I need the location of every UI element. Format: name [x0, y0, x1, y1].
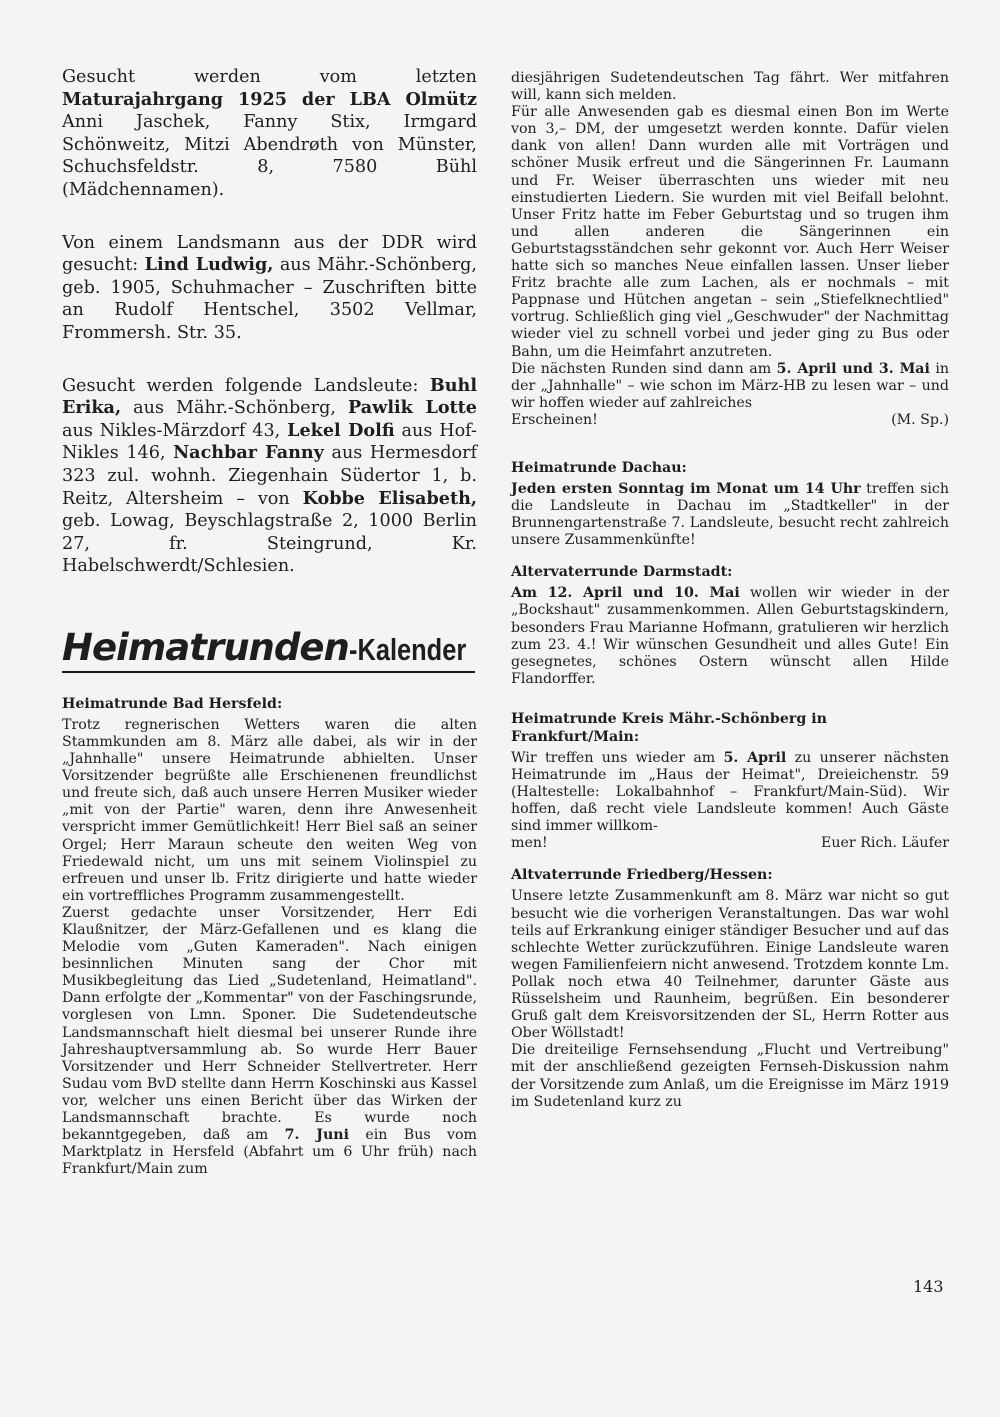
section-bad-hersfeld — [62, 695, 477, 1179]
notice-text: aus Mähr.-Schönberg, — [121, 398, 349, 419]
notice-lind-ludwig — [62, 232, 477, 345]
paragraph-bold: Jeden ersten Sonntag im Monat um 14 Uhr — [511, 480, 861, 497]
paragraph: Unsere letzte Zusammenkunft am 8. März war nicht so gut besucht wie die vorherigen Veranstaltungen. Das war wohl teils auf Erkrankung einiger ständiger Besucher und auf das schlechte Wetter zurückzuführen. Einige Landsleute waren wegen Familienfeiern nicht anwesend. Trotzdem konnte Lm. Pollak noch etwa 40 Teilnehmer, darunter Gäste aus Rüsselsheim und Raunheim, begrüßen. Ein besonderer Gruß galt dem Kreisvorsitzenden der SL, Herrn Rotter aus Ober Wöllstadt! — [511, 888, 949, 1042]
notice-text: aus Mähr.-Schönberg, geb. 1905, Schuhmacher – Zuschriften bitte an Rudolf Hentschel, 3502 Vellmar, Frommersh. Str. 35. — [62, 255, 478, 343]
section-title: Heimatrunde Kreis Mähr.-Schönberg in Frankfurt/Main: — [511, 710, 827, 745]
right-column — [511, 70, 949, 1125]
section-bad-hersfeld-continued — [511, 70, 949, 429]
notice-text: geb. Lowag, Beyschlagstraße 2, 1000 Berlin 27, fr. Steingrund, Kr. Habelschwerdt/Schlesien. — [62, 511, 477, 577]
paragraph: diesjährigen Sudetendeutschen Tag fährt. Wer mitfahren will, kann sich melden. — [511, 70, 949, 104]
section-title: Heimatrunde Bad Hersfeld: — [62, 695, 283, 712]
signature-line — [511, 835, 949, 852]
notice-bold: Maturajahrgang 1925 der LBA Olmütz — [62, 88, 477, 110]
section-title: Altvaterrunde Friedberg/Hessen: — [511, 867, 773, 884]
section-title: Heimatrunde Dachau: — [511, 459, 687, 476]
notice-text: Anni Jaschek, Fanny Stix, Irmgard Schönweitz, Mitzi Abendrøth von Münster, Schuchsfeldstr. 8, 7580 Bühl (Mädchennamen). — [62, 112, 477, 200]
signature: Euer Rich. Läufer — [821, 835, 949, 852]
paragraph-text: Erscheinen! — [511, 411, 598, 428]
paragraph — [511, 361, 949, 412]
paragraph: Die dreiteilige Fernsehsendung „Flucht und Vertreibung" mit der anschließend gezeigten Fernseh-Diskussion nahm der Vorsitzende zum Anlaß, um die Ereignisse im März 1919 im Sudetenland kurz zu — [511, 1042, 949, 1110]
notice-text: aus Nikles-Märzdorf 43, — [62, 420, 288, 441]
notice-bold: Buhl Erika, — [62, 374, 477, 419]
paragraph: Trotz regnerischen Wetters waren die alten Stammkunden am 8. März alle dabei, als wir in der „Jahnhalle" unsere Heimatrunde abhielten. Unser Vorsitzender begrüßte alle Erschienenen freundlichst und freute sich, daß auch unsere Herren Musiker wieder „mit von der Partie" waren, denn ihre Anwesenheit verspricht immer Gemütlichkeit! Herr Biel saß an seiner Orgel; Herr Maraun scheute den weiten Weg von Friedewald nicht, um uns mit seinem Violinspiel zu erfreuen und unser lb. Fritz dirigierte und hatte wieder ein vortreffliches Programm zusammengestellt. — [62, 716, 477, 904]
section-dachau — [511, 459, 949, 549]
notice-text: aus Hermesdorf 323 zul. wohnh. Ziegenhain Südertor 1, b. Reitz, Altersheim – von — [62, 443, 477, 509]
signature: (M. Sp.) — [891, 411, 949, 428]
paragraph-bold: 5. April — [723, 749, 787, 766]
paragraph-bold: Am 12. April und 10. Mai — [511, 585, 740, 602]
paragraph-text: ein Bus vom Marktplatz in Hersfeld (Abfahrt um 6 Uhr früh) nach Frankfurt/Main zum — [62, 1127, 477, 1178]
paragraph-text: in der „Jahnhalle" – wie schon im März-HB zu lesen war – und wir hoffen wieder auf zahlreiches — [511, 360, 949, 411]
notice-bold: Lekel Dolfi — [287, 419, 395, 441]
paragraph — [511, 585, 949, 688]
notice-text: Gesucht werden folgende Landsleute: — [62, 375, 430, 396]
section-darmstadt — [511, 563, 949, 688]
section-title: Altervaterrunde Darmstadt: — [511, 564, 733, 581]
notice-landsleute — [62, 375, 477, 578]
notice-bold: Kobbe Elisabeth, — [302, 487, 477, 509]
paragraph-bold: 7. Juni — [284, 1127, 349, 1144]
signature-line — [511, 412, 949, 429]
notice-maturajahrgang — [62, 66, 477, 202]
left-column — [62, 66, 477, 1192]
paragraph-text: Die nächsten Runden sind dann am — [511, 360, 777, 377]
page-number: 143 — [913, 1277, 944, 1296]
section-friedberg — [511, 866, 949, 1110]
paragraph-text: Wir treffen uns wieder am — [511, 749, 724, 766]
paragraph — [511, 750, 949, 835]
notice-text: Gesucht werden vom letzten — [62, 67, 477, 87]
paragraph — [62, 905, 477, 1179]
notice-bold: Lind Ludwig, — [144, 254, 274, 276]
section-frankfurt — [511, 710, 949, 853]
paragraph-text: wollen wir wieder in der „Bockshaut" zusammenkommen. Allen Geburtstagskindern, besonders Frau Marianne Hofmann, gratulieren wir herzlich zum 23. 4.! Wir wünschen Gesundheit und alles Gute! Ein gesegnetes, schönes Ostern wünscht allen Hilde Flandorffer. — [511, 585, 949, 687]
paragraph-text: zu unserer nächsten Heimatrunde im „Haus der Heimat", Dreieichenstr. 59 (Haltestelle: Lokalbahnhof – Frankfurt/Main-Süd). Wir hoffen, daß recht viele Landsleute kommen! Auch Gäste sind immer willkom- — [511, 749, 949, 835]
paragraph — [511, 481, 949, 549]
paragraph-text: men! — [511, 835, 548, 852]
paragraph: Für alle Anwesenden gab es diesmal einen Bon im Werte von 3,– DM, der umgesetzt werden konnte. Dafür vielen dank von allen! Dann wurden alle mit Vorträgen und schöner Musik erfreut und die Sängerinnen Fr. Laumann und Fr. Weiser überraschten uns wieder mit neu einstudierten Liedern. Sie wurden mit viel Beifall belohnt. Unser Fritz hatte im Feber Geburtstag und so trugen ihm und allen anderen die Sängerinnen ein Geburtstagsständchen sehr gekonnt vor. Auch Herr Weiser hatte sich so manches Neue einfallen lassen. Unser lieber Fritz brachte alle zum Lachen, als er nochmals – mit Pappnase und Hütchen angetan – sein „Stiefelknechtlied" vortrug. Schließlich ging viel „Geschwuder" der Nachmittag wieder viel zu schnell vorbei und jeder ging zu Bus oder Bahn, um die Heimfahrt anzutreten. — [511, 104, 949, 360]
notice-text: Von einem Landsmann aus der DDR wird gesucht: — [62, 232, 477, 276]
heading-plain: -Kalender — [348, 631, 467, 667]
paragraph-text: Zuerst gedachte unser Vorsitzender, Herr Edi Klaußnitzer, der März-Gefallenen und es klang die Melodie vom „Guten Kameraden". Nach einigen besinnlichen Minuten sang der Chor mit Musikbegleitung das Lied „Sudetenland, Heimatland". Dann erfolgte der „Kommentar" von der Faschingsrunde, vorglesen von Lmn. Sponer. Die Sudetendeutsche Landsmannschaft hielt diesmal bei unserer Runde ihre Jahreshauptversammlung ab. So wurde Herr Bauer Vorsitzender und Herr Schneider Stellvertreter. Herr Sudau vom BvD stellte dann Herrn Koschinski aus Kassel vor, welcher uns einen Bericht über das Wirken der Landsmannschaft brachte. Es wurde noch bekanntgegeben, daß am — [62, 904, 477, 1144]
notice-text: aus Hof-Nikles 146, — [62, 420, 477, 464]
heading-script: Heimatrunden — [62, 625, 349, 669]
section-heading-kalender — [62, 626, 475, 673]
paragraph-text: treffen sich die Landsleute in Dachau im „Stadtkeller" in der Brunnengartenstraße 7. Landsleute, besucht recht zahlreich unsere Zusammenkünfte! — [511, 480, 949, 549]
paragraph-bold: 5. April und 3. Mai — [776, 360, 930, 377]
notice-bold: Pawlik Lotte — [348, 397, 477, 419]
notice-bold: Nachbar Fanny — [173, 442, 324, 464]
